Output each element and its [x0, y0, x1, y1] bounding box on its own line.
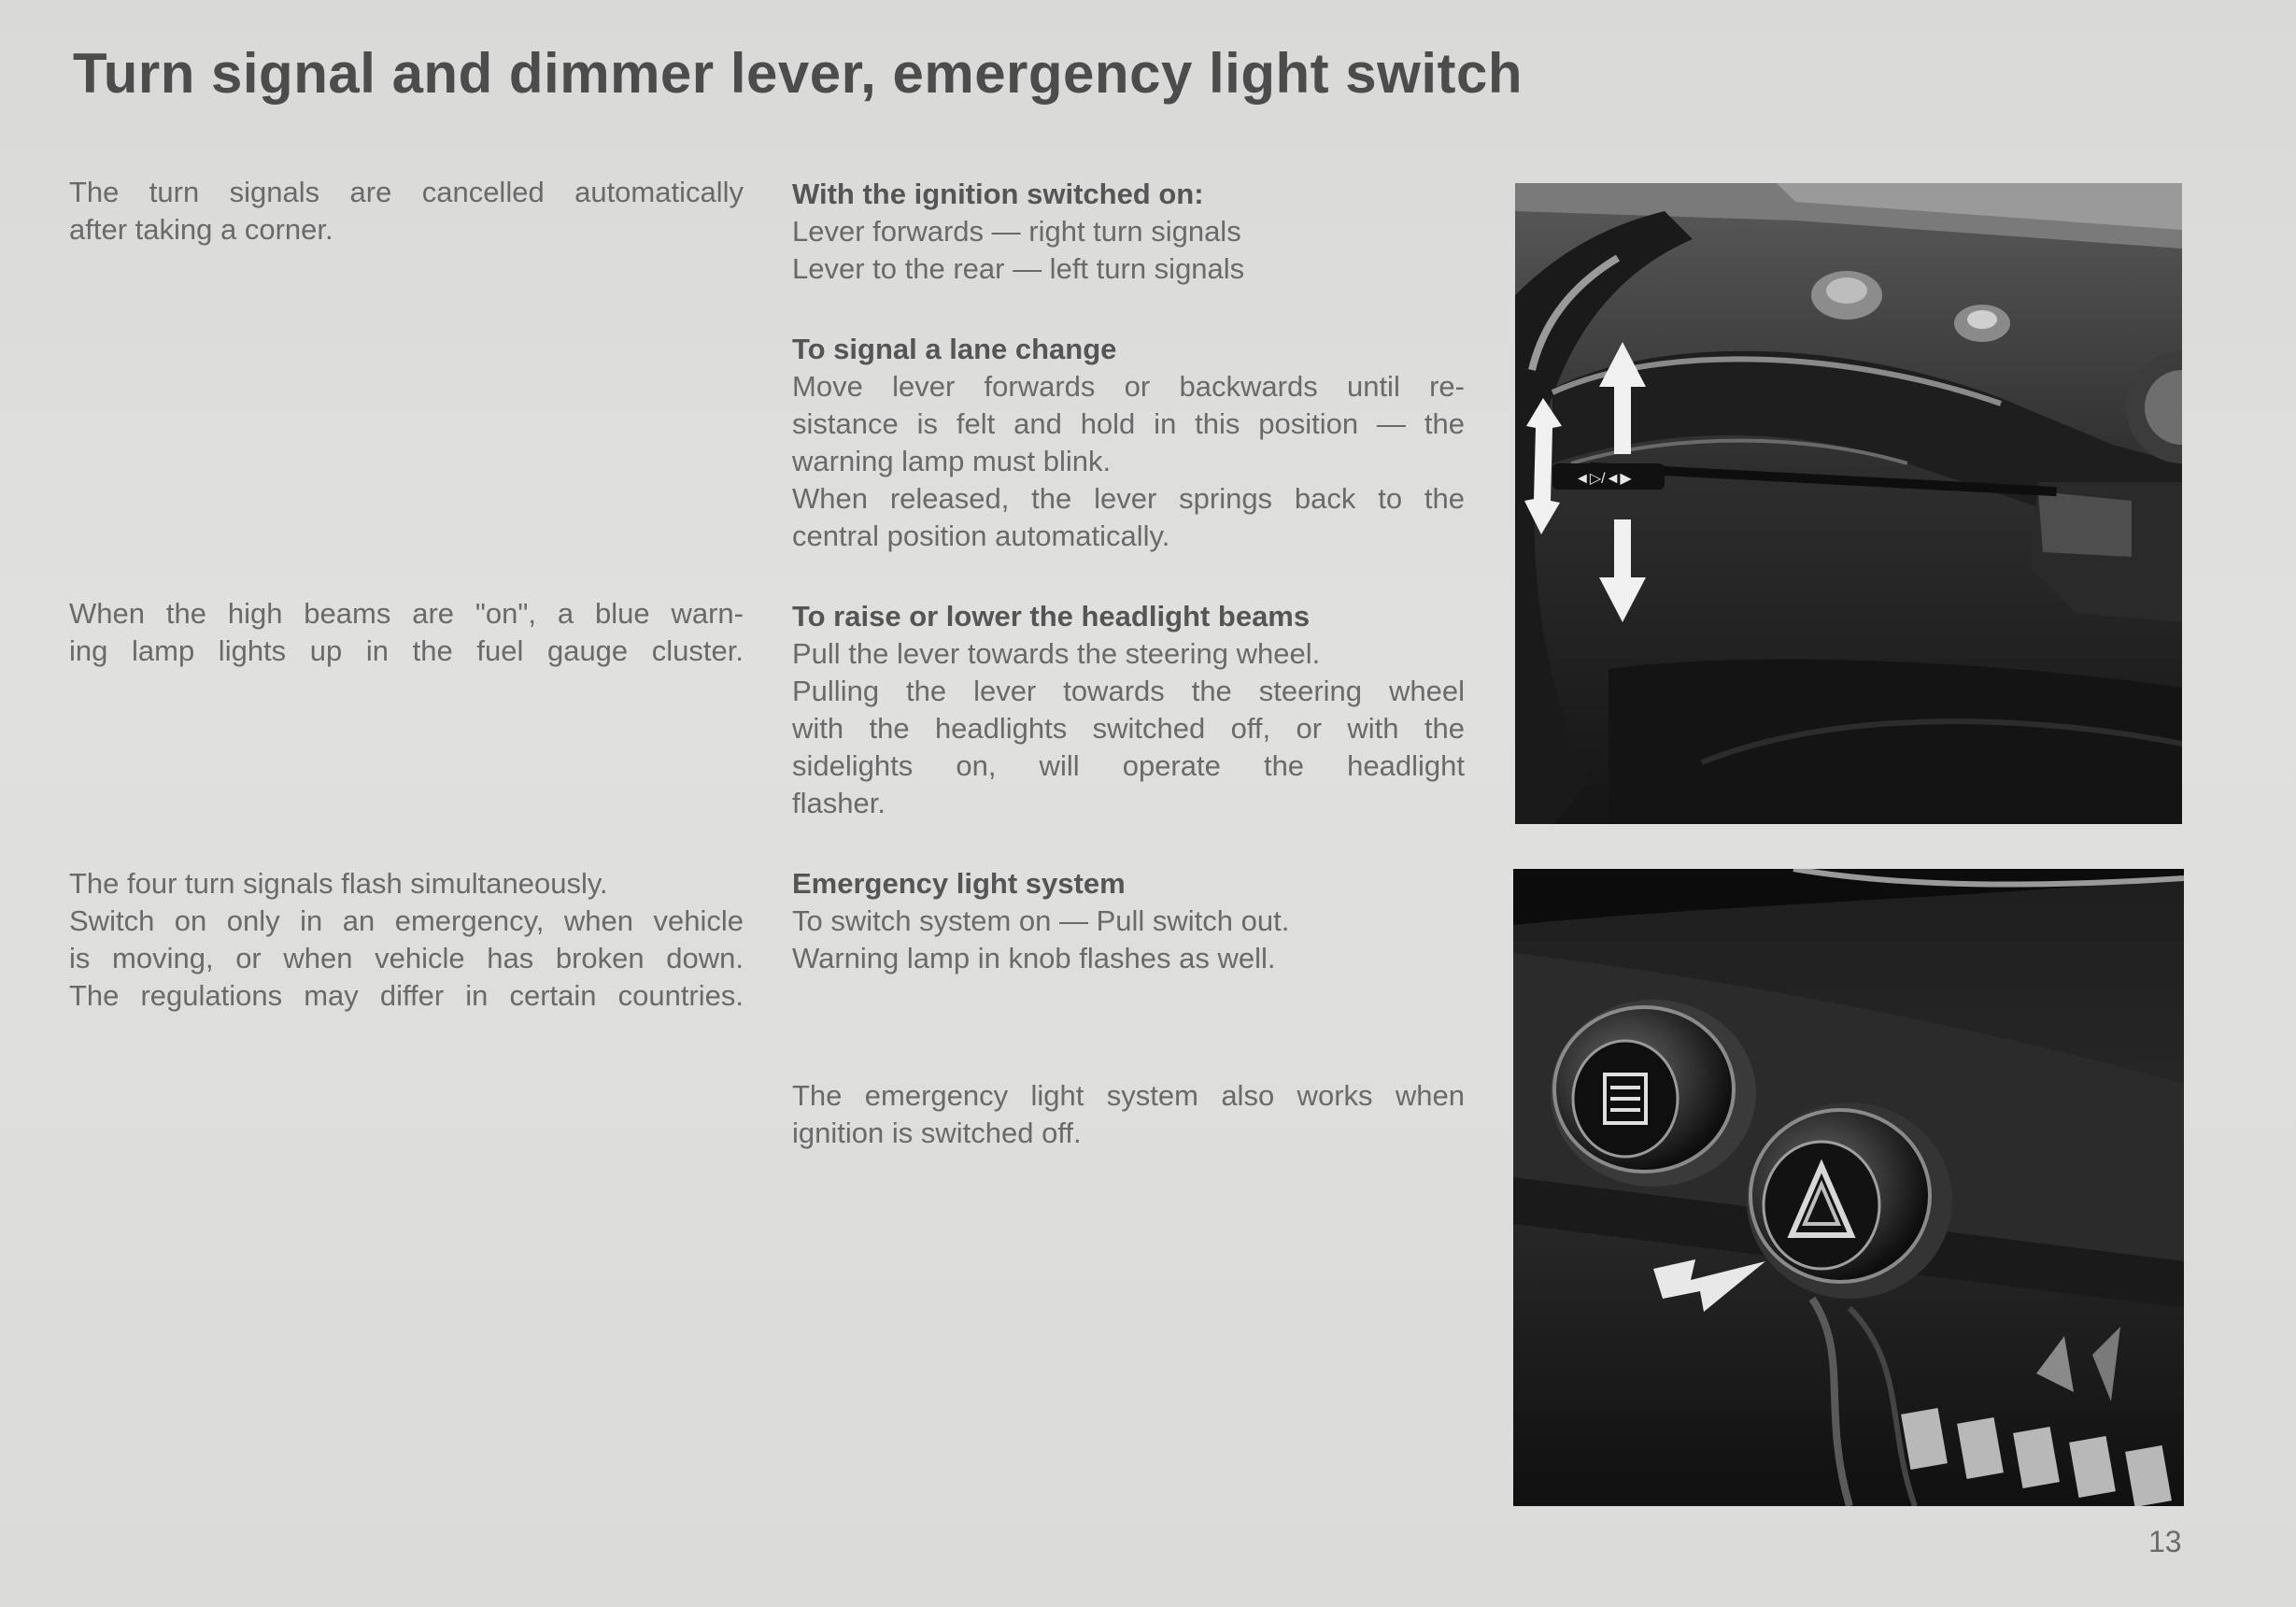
text-line: To switch system on — Pull switch out. [792, 904, 1290, 937]
section-heading: To raise or lower the headlight beams [792, 600, 1311, 633]
text-line: sidelights on, will operate the headlight [792, 749, 1465, 782]
text-line: ignition is switched off. [792, 1116, 1082, 1149]
section-heading: To signal a lane change [792, 333, 1117, 365]
text-line: Lever forwards — right turn signals [792, 215, 1241, 248]
text-line: When the high beams are "on", a blue warn- [69, 597, 744, 630]
text-line: The four turn signals flash simultaneously. [69, 867, 608, 900]
page-title: Turn signal and dimmer lever, emergency light switch [73, 42, 1523, 105]
section-heading: Emergency light system [792, 867, 1126, 900]
text-line: The turn signals are cancelled automatically [69, 176, 744, 208]
page-number: 13 [2148, 1525, 2182, 1558]
text-line: Warning lamp in knob flashes as well. [792, 942, 1276, 974]
text-line: Lever to the rear — left turn signals [792, 252, 1245, 285]
turn-cancel-note [69, 174, 744, 249]
text-line: The regulations may differ in certain countries. [69, 979, 744, 1012]
text-line: sistance is felt and hold in this position — the [792, 407, 1465, 440]
text-line: is moving, or when vehicle has broken down. [69, 942, 744, 974]
emergency-section [792, 865, 1465, 977]
hazard-knob-icon [1747, 1102, 1952, 1299]
high-beam-note [69, 595, 744, 670]
steering-wheel-illustration [1515, 183, 2182, 824]
text-line: Pull the lever towards the steering wheel. [792, 637, 1321, 670]
headlight-section [792, 598, 1465, 822]
text-line: Pulling the lever towards the steering wheel [792, 675, 1465, 707]
text-line: The emergency light system also works when [792, 1079, 1465, 1112]
heater-knob-icon [1551, 1000, 1756, 1187]
text-line: with the headlights switched off, or with the [792, 712, 1465, 745]
section-heading: With the ignition switched on: [792, 178, 1204, 210]
text-line: after taking a corner. [69, 213, 333, 246]
lever-symbol: ◄▷/◄▶ [1575, 471, 1632, 487]
emergency-off-note [792, 1077, 1465, 1152]
text-line: When released, the lever springs back to the [792, 482, 1465, 515]
text-line: Move lever forwards or backwards until re- [792, 370, 1465, 403]
four-signals-note [69, 865, 744, 1015]
text-line: warning lamp must blink. [792, 445, 1112, 477]
turn-signal-lever-photo [1515, 183, 2182, 824]
text-line: ing lamp lights up in the fuel gauge cluster. [69, 634, 744, 667]
dashboard-knobs-illustration [1513, 869, 2184, 1506]
text-line: flasher. [792, 787, 886, 819]
emergency-switch-photo [1513, 869, 2184, 1506]
lane-change-section [792, 331, 1465, 555]
text-line: central position automatically. [792, 519, 1170, 552]
text-line: Switch on only in an emergency, when vehicle [69, 904, 744, 937]
ignition-section [792, 176, 1465, 288]
